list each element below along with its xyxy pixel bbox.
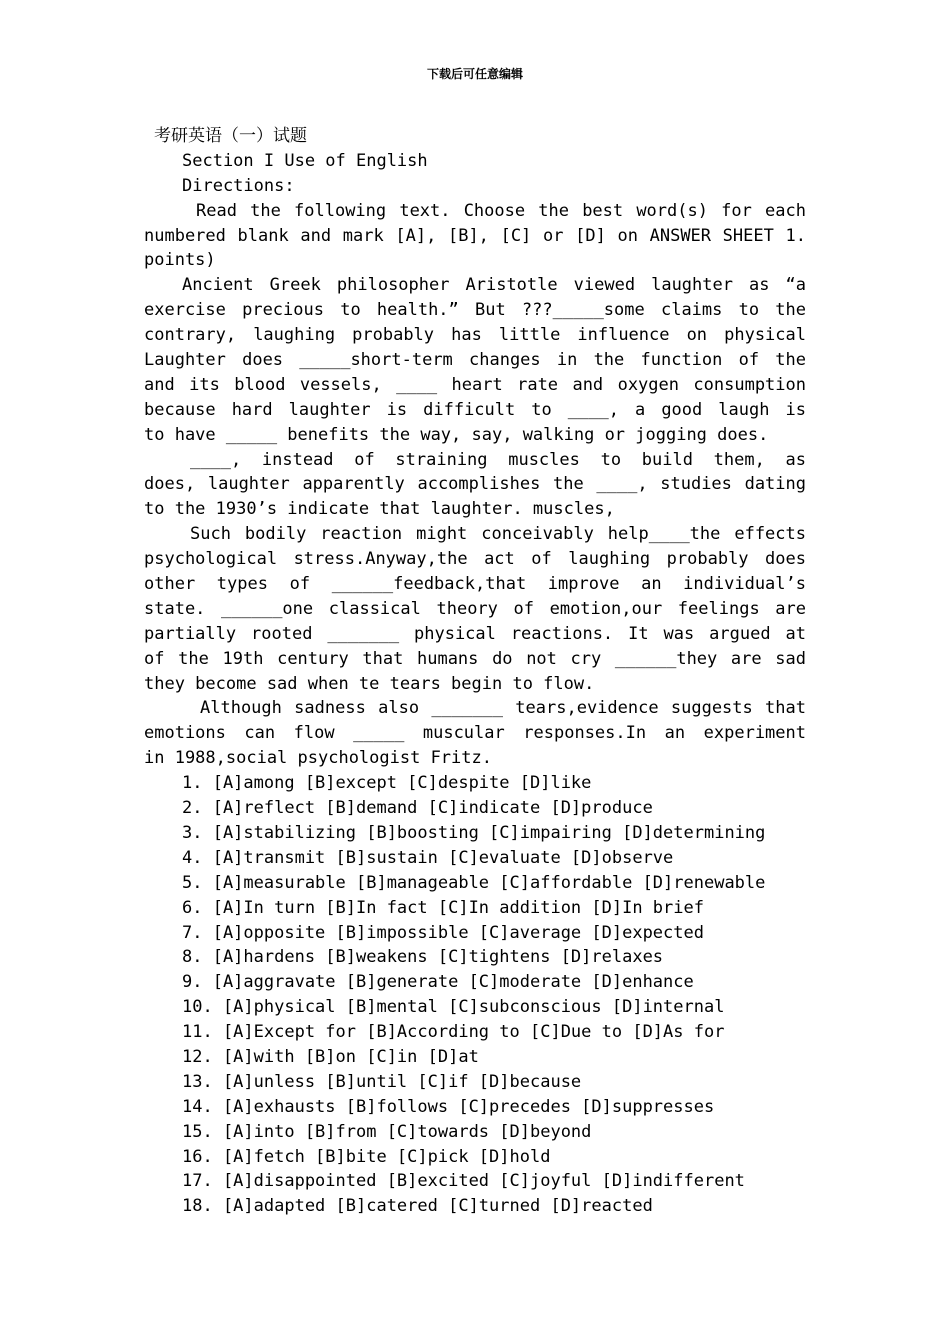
answer-option-7: 7. [A]opposite [B]impossible [C]average [D]expected bbox=[182, 922, 704, 943]
paragraph-line: of the 19th century that humans do not cry ______they are sad bbox=[144, 648, 806, 669]
answer-option-10: 10. [A]physical [B]mental [C]subconscious [D]internal bbox=[182, 997, 725, 1018]
answer-option-4: 4. [A]transmit [B]sustain [C]evaluate [D]observe bbox=[182, 847, 674, 868]
paragraph-line: to the 1930’s indicate that laughter. muscles, bbox=[144, 499, 615, 520]
paragraph-line: ____, instead of straining muscles to build them, as bbox=[190, 449, 806, 470]
paragraph-4 bbox=[144, 696, 806, 771]
directions-text bbox=[144, 199, 806, 274]
paragraph-line: state. ______one classical theory of emotion,our feelings are bbox=[144, 598, 806, 619]
answer-option-12: 12. [A]with [B]on [C]in [D]at bbox=[182, 1046, 479, 1067]
directions-line: points) bbox=[144, 250, 216, 271]
paragraph-line: Ancient Greek philosopher Aristotle viewed laughter as “a bbox=[182, 275, 806, 296]
paragraph-line: contrary, laughing probably has little influence on physical bbox=[144, 325, 806, 346]
paragraph-line: in 1988,social psychologist Fritz. bbox=[144, 748, 492, 769]
directions-line: numbered blank and mark [A], [B], [C] or [D] on ANSWER SHEET 1. bbox=[144, 225, 806, 246]
directions-line: Read the following text. Choose the best word(s) for each bbox=[196, 200, 806, 221]
paragraph-line: does, laughter apparently accomplishes the ____, studies dating bbox=[144, 474, 806, 495]
paragraph-line: Laughter does _____short-term changes in the function of the bbox=[144, 350, 806, 371]
paragraph-3 bbox=[144, 522, 806, 696]
paragraph-line: because hard laughter is difficult to ____, a good laugh is bbox=[144, 399, 806, 420]
page-header: 下载后可任意编辑 bbox=[426, 67, 523, 81]
paragraph-line: to have _____ benefits the way, say, walking or jogging does. bbox=[144, 424, 769, 445]
paragraph-2 bbox=[144, 448, 806, 523]
paragraph-line: partially rooted _______ physical reactions. It was argued at bbox=[144, 623, 806, 644]
answer-option-14: 14. [A]exhausts [B]follows [C]precedes [D]suppresses bbox=[182, 1096, 715, 1117]
answer-option-1: 1. [A]among [B]except [C]despite [D]like bbox=[182, 773, 592, 794]
paragraph-1 bbox=[144, 273, 806, 447]
answer-option-3: 3. [A]stabilizing [B]boosting [C]impairing [D]determining bbox=[182, 822, 766, 843]
section-heading: Section I Use of English bbox=[182, 150, 428, 171]
paragraph-line: emotions can flow _____ muscular responses.In an experiment bbox=[144, 723, 806, 744]
answer-option-8: 8. [A]hardens [B]weakens [C]tightens [D]relaxes bbox=[182, 947, 664, 968]
paragraph-line: and its blood vessels, ____ heart rate and oxygen consumption bbox=[144, 374, 806, 395]
answer-option-9: 9. [A]aggravate [B]generate [C]moderate [D]enhance bbox=[182, 972, 694, 993]
answer-option-16: 16. [A]fetch [B]bite [C]pick [D]hold bbox=[182, 1146, 551, 1167]
answer-option-11: 11. [A]Except for [B]According to [C]Due to [D]As for bbox=[182, 1022, 725, 1043]
document-body bbox=[144, 124, 806, 1219]
answer-option-17: 17. [A]disappointed [B]excited [C]joyful [D]indifferent bbox=[182, 1171, 745, 1192]
paragraph-line: exercise precious to health.” But ???_____some claims to the bbox=[144, 300, 806, 321]
paragraph-line: psychological stress.Anyway,the act of laughing probably does bbox=[144, 549, 806, 570]
directions-label: Directions: bbox=[182, 175, 295, 196]
document-title: 考研英语（一）试题 bbox=[154, 126, 307, 146]
answer-option-18: 18. [A]adapted [B]catered [C]turned [D]reacted bbox=[182, 1196, 653, 1217]
answer-option-5: 5. [A]measurable [B]manageable [C]affordable [D]renewable bbox=[182, 872, 766, 893]
answer-option-6: 6. [A]In turn [B]In fact [C]In addition [D]In brief bbox=[182, 897, 704, 918]
answer-option-13: 13. [A]unless [B]until [C]if [D]because bbox=[182, 1071, 582, 1092]
paragraph-line: Such bodily reaction might conceivably help____the effects bbox=[190, 524, 806, 545]
answer-option-2: 2. [A]reflect [B]demand [C]indicate [D]produce bbox=[182, 798, 653, 819]
answer-option-15: 15. [A]into [B]from [C]towards [D]beyond bbox=[182, 1121, 592, 1142]
paragraph-line: they become sad when te tears begin to flow. bbox=[144, 673, 595, 694]
paragraph-line: Although sadness also _______ tears,evidence suggests that bbox=[200, 698, 806, 719]
paragraph-line: other types of ______feedback,that improve an individual’s bbox=[144, 574, 806, 595]
answer-options-list bbox=[144, 771, 806, 1219]
